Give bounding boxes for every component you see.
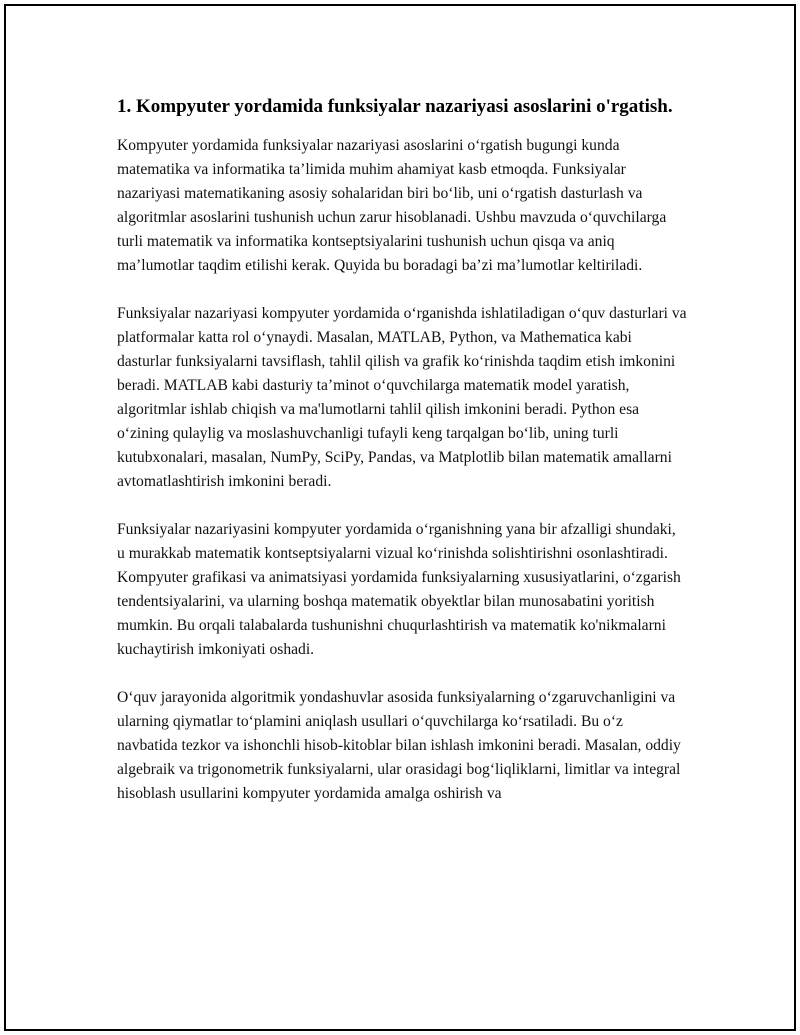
section-title: 1. Kompyuter yordamida funksiyalar nazariyasi asoslarini o'rgatish. bbox=[117, 96, 673, 117]
document-body bbox=[117, 94, 687, 830]
paragraph-4: O‘quv jarayonida algoritmik yondashuvlar asosida funksiyalarning o‘zgaruvchanligini va ularning qiymatlar to‘plamini aniqlash usullari o‘quvchilarga ko‘rsatiladi. Bu o‘z navbatida tezkor va ishonchli hisob-kitoblar bilan ishlash imkonini beradi. Masalan, oddiy algebraik va trigonometrik funksiyalarni, ular orasidagi bog‘liqliklarni, limitlar va integral hisoblash usullarini kompyuter yordamida amalga oshirish va bbox=[117, 689, 681, 802]
paragraph-2: Funksiyalar nazariyasi kompyuter yordamida o‘rganishda ishlatiladigan o‘quv dasturlari va platformalar katta rol o‘ynaydi. Masalan, MATLAB, Python, va Mathematica kabi dasturlar funksiyalarni tavsiflash, tahlil qilish va grafik ko‘rinishda taqdim etish imkonini beradi. MATLAB kabi dasturiy ta’minot o‘quvchilarga matematik model yaratish, algoritmlar ishlab chiqish va ma'lumotlarni tahlil qilish imkonini beradi. Python esa o‘zining qulaylig va moslashuvchanligi tufayli keng tarqalgan bo‘lib, uning turli kutubxonalari, masalan, NumPy, SciPy, Pandas, va Matplotlib bilan matematik amallarni avtomatlashtirish imkonini beradi. bbox=[117, 305, 687, 490]
paragraph-1: Kompyuter yordamida funksiyalar nazariyasi asoslarini o‘rgatish bugungi kunda matematika va informatika ta’limida muhim ahamiyat kasb etmoqda. Funksiyalar nazariyasi matematikaning asosiy sohalaridan biri bo‘lib, uni o‘rgatish dasturlash va algoritmlar asoslarini tushunish uchun zarur hisoblanadi. Ushbu mavzuda o‘quvchilarga turli matematik va informatika kontseptsiyalarini tushunish uchun qisqa va aniq ma’lumotlar taqdim etilishi kerak. Quyida bu boradagi ba’zi ma’lumotlar keltiriladi. bbox=[117, 137, 667, 274]
paragraph-3: Funksiyalar nazariyasini kompyuter yordamida o‘rganishning yana bir afzalligi shundaki, u murakkab matematik kontseptsiyalarni vizual ko‘rinishda solishtirishni osonlashtiradi. Kompyuter grafikasi va animatsiyasi yordamida funksiyalarning xususiyatlarini, o‘zgarish tendentsiyalarini, va ularning boshqa matematik obyektlar bilan munosabatini yoritish mumkin. Bu orqali talabalarda tushunishni chuqurlashtirish va matematik ko'nikmalarni kuchaytirish imkoniyati oshadi. bbox=[117, 521, 681, 658]
